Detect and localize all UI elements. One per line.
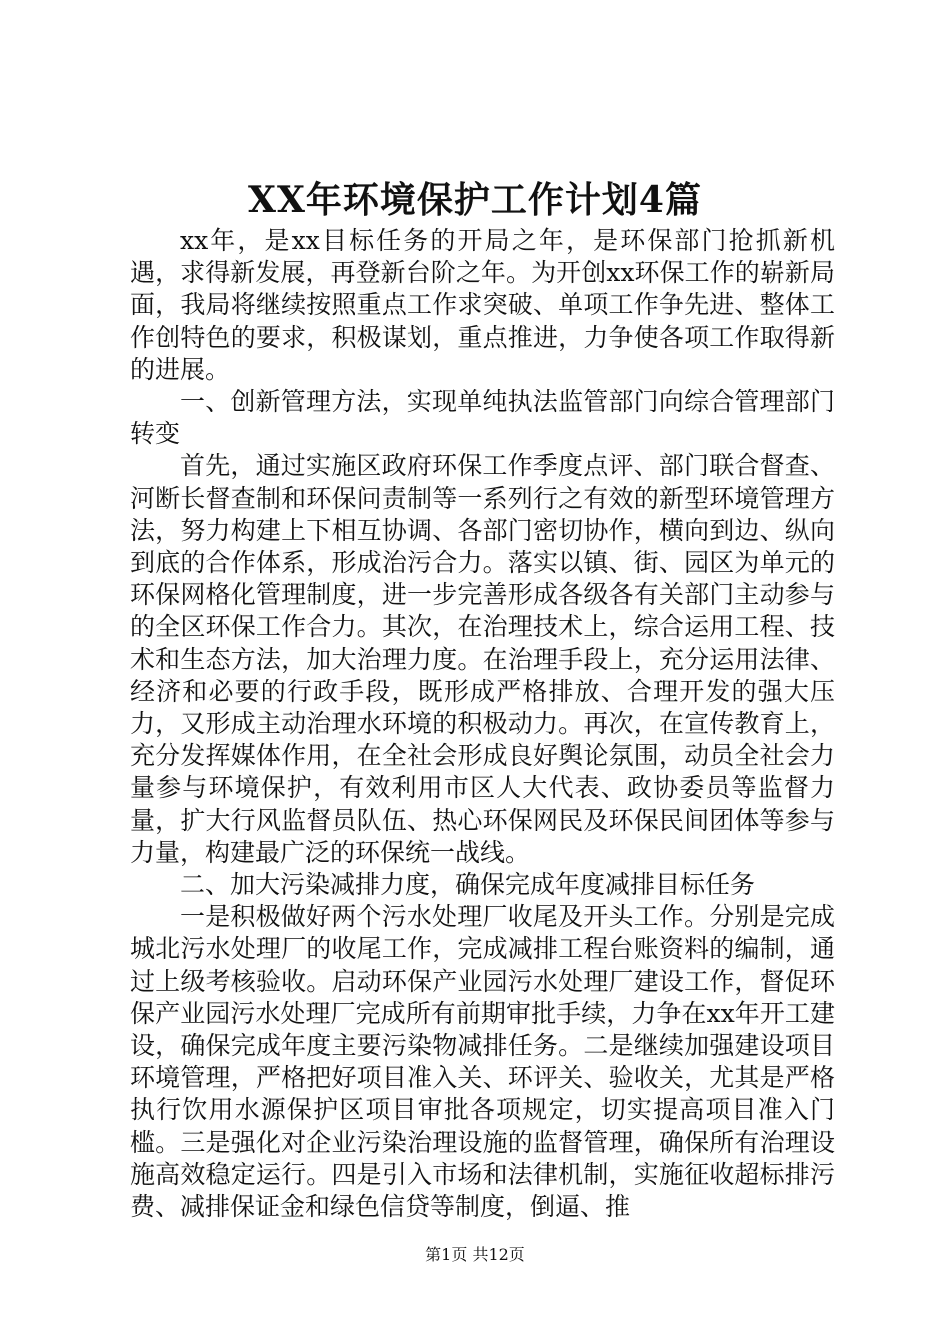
section-heading-1: 一、创新管理方法，实现单纯执法监管部门向综合管理部门转变: [130, 387, 835, 449]
paragraph-section-1: 首先，通过实施区政府环保工作季度点评、部门联合督查、河断长督查制和环保问责制等一系列行之有效的新型环境管理方法，努力构建上下相互协调、各部门密切协作，横向到边、纵向到底的合作体系，形成治污合力。落实以镇、街、园区为单元的环保网格化管理制度，进一步完善形成各级各有关部门主动参与的全区环保工作合力。其次，在治理技术上，综合运用工程、技术和生态方法，加大治理力度。在治理手段上，充分运用法律、经济和必要的行政手段，既形成严格排放、合理开发的强大压力，又形成主动治理水环境的积极动力。再次，在宣传教育上，充分发挥媒体作用，在全社会形成良好舆论氛围，动员全社会力量参与环境保护，有效利用市区人大代表、政协委员等监督力量，扩大行风监督员队伍、热心环保网民及环保民间团体等参与力量，构建最广泛的环保统一战线。: [130, 451, 835, 867]
paragraph-section-2: 一是积极做好两个污水处理厂收尾及开头工作。分别是完成城北污水处理厂的收尾工作，完成减排工程台账资料的编制，通过上级考核验收。启动环保产业园污水处理厂建设工作，督促环保产业园污水处理厂完成所有前期审批手续，力争在xx年开工建设，确保完成年度主要污染物减排任务。二是继续加强建设项目环境管理，严格把好项目准入关、环评关、验收关，尤其是严格执行饮用水源保护区项目审批各项规定，切实提高项目准入门槛。三是强化对企业污染治理设施的监督管理，确保所有治理设施高效稳定运行。四是引入市场和法律机制，实施征收超标排污费、减排保证金和绿色信贷等制度，倒逼、推: [130, 902, 835, 1222]
paragraph-intro: xx年，是xx目标任务的开局之年，是环保部门抢抓新机遇，求得新发展，再登新台阶之年。为开创xx环保工作的崭新局面，我局将继续按照重点工作求突破、单项工作争先进、整体工作创特色的要求，积极谋划，重点推进，力争使各项工作取得新的进展。: [130, 226, 835, 384]
document-body: [130, 225, 835, 1223]
document-title: XX年环境保护工作计划4篇: [248, 179, 702, 221]
page-footer: 第1页 共12页: [425, 1245, 525, 1264]
section-heading-2: 二、加大污染减排力度，确保完成年度减排目标任务: [180, 870, 756, 900]
